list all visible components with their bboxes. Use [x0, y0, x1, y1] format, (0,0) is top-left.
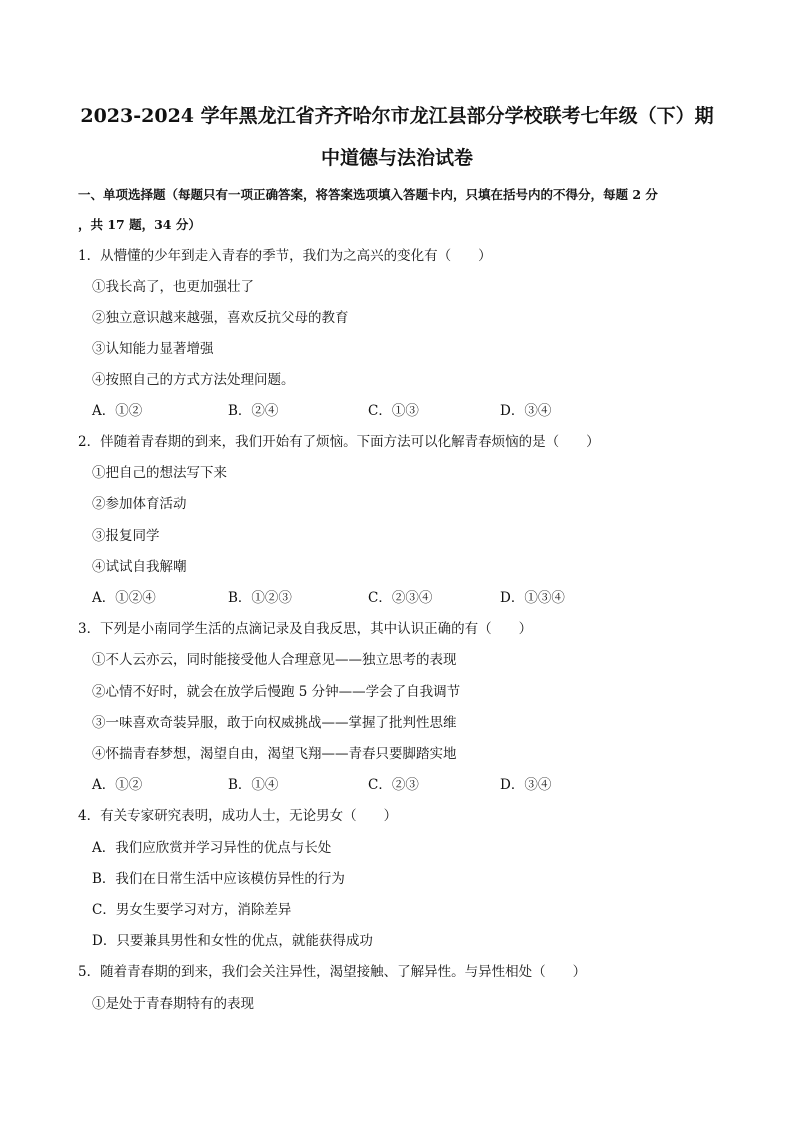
question-4-choice-c: C．男女生要学习对方，消除差异 [92, 902, 292, 918]
question-3-choice-a: A．①② [92, 777, 143, 793]
question-3-choice-c: C．②③ [368, 777, 419, 793]
question-4-stem: 4．有关专家研究表明，成功人士，无论男女（ ） [78, 808, 398, 824]
section-heading-line-1: 一、单项选择题（每题只有一项正确答案，将答案选项填入答题卡内，只填在括号内的不得分，每题 2 分 [78, 187, 658, 202]
question-2-choice-b: B．①②③ [228, 590, 292, 606]
question-3-stem: 3．下列是小南同学生活的点滴记录及自我反思，其中认识正确的有（ ） [78, 621, 533, 637]
question-1-choice-a: A．①② [92, 403, 143, 419]
question-2-choice-a: A．①②④ [92, 590, 156, 606]
question-1-stem: 1．从懵懂的少年到走入青春的季节，我们为之高兴的变化有（ ） [78, 248, 492, 264]
question-5-stem: 5．随着青春期的到来，我们会关注异性，渴望接触、了解异性。与异性相处（ ） [78, 964, 587, 980]
question-1-choice-d: D．③④ [500, 403, 552, 419]
question-3-item-2: ②心情不好时，就会在放学后慢跑 5 分钟——学会了自我调节 [92, 684, 461, 700]
question-3-item-4: ④怀揣青春梦想，渴望自由，渴望飞翔——青春只要脚踏实地 [92, 746, 457, 762]
exam-title-line-2: 中道德与法治试卷 [320, 147, 473, 169]
question-1-item-2: ②独立意识越来越强，喜欢反抗父母的教育 [92, 310, 349, 326]
question-2-choice-d: D．①③④ [500, 590, 565, 606]
question-3-choice-d: D．③④ [500, 777, 552, 793]
question-2-choice-c: C．②③④ [368, 590, 433, 606]
question-2-item-1: ①把自己的想法写下来 [92, 465, 227, 481]
question-3-item-3: ③一味喜欢奇装异服，敢于向权威挑战——掌握了批判性思维 [92, 715, 457, 731]
question-2-stem: 2．伴随着青春期的到来，我们开始有了烦恼。下面方法可以化解青春烦恼的是（ ） [78, 434, 600, 450]
question-5-item-1: ①是处于青春期特有的表现 [92, 996, 254, 1012]
question-2-item-3: ③报复同学 [92, 528, 160, 544]
section-heading-line-2: ，共 17 题，34 分） [78, 217, 201, 232]
question-1-choice-c: C．①③ [368, 403, 419, 419]
question-1-item-1: ①我长高了，也更加强壮了 [92, 279, 254, 295]
question-3-item-1: ①不人云亦云，同时能接受他人合理意见——独立思考的表现 [92, 652, 457, 668]
question-4-choice-a: A．我们应欣赏并学习异性的优点与长处 [92, 840, 332, 856]
question-3-choice-b: B．①④ [228, 777, 279, 793]
question-1-item-3: ③认知能力显著增强 [92, 341, 214, 357]
question-2-item-2: ②参加体育活动 [92, 496, 187, 512]
exam-title-line-1: 2023-2024 学年黑龙江省齐齐哈尔市龙江县部分学校联考七年级（下）期 [80, 105, 714, 127]
question-4-choice-b: B．我们在日常生活中应该模仿异性的行为 [92, 871, 345, 887]
question-2-item-4: ④试试自我解嘲 [92, 559, 187, 575]
question-4-choice-d: D．只要兼具男性和女性的优点，就能获得成功 [92, 933, 373, 949]
question-1-item-4: ④按照自己的方式方法处理问题。 [92, 372, 295, 388]
question-1-choice-b: B．②④ [228, 403, 279, 419]
